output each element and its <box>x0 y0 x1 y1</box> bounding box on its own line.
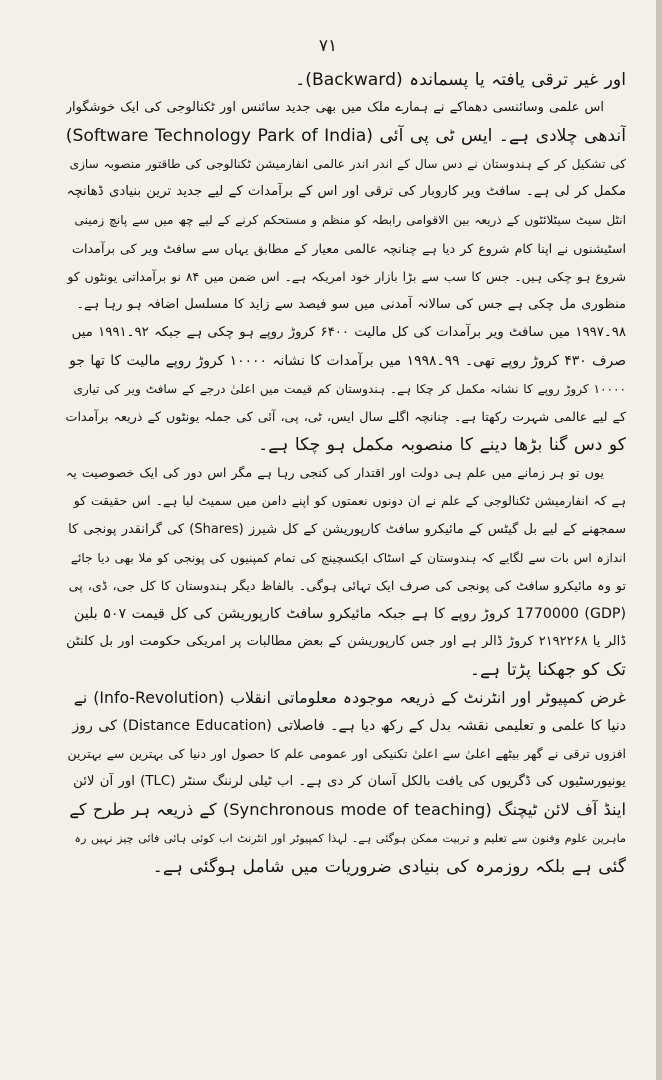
text-line: تو وہ مائیکرو سافٹ کی پونجی کی صرف ایک تہائی ہوگی۔ بالفاظ دیگر ہندوستان کا کل جی، ڈی، پی <box>68 577 626 593</box>
body-text <box>66 66 626 881</box>
text-line: یوں تو ہر زمانے میں علم ہی دولت اور اقتدار کی کنجی رہا ہے مگر اس دور کی ایک خصوصیت یہ <box>66 465 604 481</box>
text-line: منظوری مل چکی ہے جس کی سالانہ آمدنی میں سو فیصد سے زاید کا مسلسل اضافہ ہو رہا ہے۔ <box>76 296 626 312</box>
text-line: افزوں ترقی نے گھر بیٹھے اعلیٰ سے اعلیٰ تکنیکی اور عمومی علم کا حصول اور دنیا کی بہترین سے بہترین <box>67 746 626 762</box>
text-line: آندھی چلادی ہے۔ ایس ٹی پی آئی (Software Technology Park of India) <box>66 126 626 147</box>
text-line: ہے کہ انفارمیشن ٹکنالوجی کے علم نے ان دونوں نعمتوں کو اپنے دامن میں سمیٹ لیا ہے۔ اس حقیقت کو <box>73 493 626 509</box>
text-line: کے لیے عالمی شہرت رکھتا ہے۔ چنانچہ اگلے سال ایس، ٹی، پی، آئی کی جملہ یونٹوں کے ذریعہ برآمدات <box>66 409 626 425</box>
page-number: ۷۱ <box>318 36 338 56</box>
text-line: تک کو جھکنا پڑتا ہے۔ <box>469 659 626 680</box>
text-line: ۱۰۰۰۰ کروڑ روپے کا نشانہ مکمل کر چکا ہے۔ ہندوستان کم قیمت میں اعلیٰ درجے کے سافٹ ویر کی تیاری <box>73 382 626 397</box>
text-line: مکمل کر لی ہے۔ سافٹ ویر کاروبار کی ترقی اور اس کے برآمدات کے لیے جدید ترین بنیادی ڈھانچہ <box>66 184 626 200</box>
text-line: اسٹیشنوں نے اپنا کام شروع کر دیا ہے چنانچہ عالمی معیار کے مطابق یہاں سے سافٹ ویر کی برآمدات <box>72 240 626 256</box>
text-line: ۹۸۔۱۹۹۷ میں سافٹ ویر برآمدات کی کل مالیت ۶۴۰۰ کروڑ روپے ہو چکی ہے جبکہ ۹۲۔۱۹۹۱ میں <box>71 324 626 340</box>
text-line: یونیورسٹیوں کی ڈگریوں کی یافت بالکل آسان کر دی ہے۔ اب ٹیلی لرننگ سنٹر (TLC) اور آن لائن <box>73 774 626 790</box>
text-line: (GDP) 1770000 کروڑ روپے کا ہے جبکہ مائیکرو سافٹ کارپوریشن کی کل قیمت ۵۰۷ بلین <box>74 605 626 622</box>
text-line: ڈالر یا ۲۱۹۲۲۶۸ کروڑ ڈالر ہے اور جس کارپوریشن کے بعض مطالبات پر امریکی حکومت اور بل کلنٹن <box>66 633 626 649</box>
text-line: صرف ۴۳۰ کروڑ روپے تھی۔ ۹۹۔۱۹۹۸ میں برآمدات کا نشانہ ۱۰۰۰۰ کروڑ روپے مالیت کا تھا جو <box>69 352 626 369</box>
text-line: غرض کمپیوٹر اور انٹرنٹ کے ذریعہ موجودہ معلوماتی انقلاب (Info-Revolution) نے <box>73 688 626 708</box>
text-line: دنیا کا علمی و تعلیمی نقشہ بدل کے رکھ دیا ہے۔ فاصلاتی (Distance Education) کی روز <box>72 718 626 735</box>
text-line: کو دس گنا بڑھا دینے کا منصوبہ مکمل ہو چکا ہے۔ <box>258 435 626 456</box>
text-line: اینڈ آف لائن ٹیچنگ (Synchronous mode of teaching) کے ذریعہ ہر طرح کے <box>69 800 626 820</box>
text-line: اور غیر ترقی یافتہ یا پسماندہ (Backward)۔ <box>295 70 626 90</box>
text-line: گئی ہے بلکہ روزمرہ کی بنیادی ضروریات میں شامل ہوگئی ہے۔ <box>152 856 626 877</box>
text-line: اس علمی وسائنسی دھماکے نے ہمارے ملک میں بھی جدید سائنس اور ٹکنالوجی کی ایک خوشگوار <box>66 100 604 116</box>
text-line: سمجھنے کے لیے بل گیٹس کے مائیکرو سافٹ کارپوریشن کے کل شیرز (Shares) کی گرانقدر پونجی کا <box>68 521 626 537</box>
text-line: ماہرین علوم وفنون سے تعلیم و تربیت ممکن ہوگئی ہے۔ لہذا کمپیوٹر اور انٹرنٹ اب کوئی ہائی فائی چیز نہیں رہ <box>74 831 626 845</box>
text-line: انٹل سیٹ سیٹلائٹوں کے ذریعہ بین الاقوامی رابطہ کو منظم و مستحکم کرنے کے لیے چھ میں سے پانچ زمینی <box>74 213 626 228</box>
text-line: شروع ہو چکی ہیں۔ جس کا سب سے بڑا بازار خود امریکہ ہے۔ اس ضمن میں ۸۴ نو برآمداتی یونٹوں کو <box>67 268 626 284</box>
text-line: اندازہ اس بات سے لگایے کہ ہندوستان کے اسٹاک ایکسچینج کی تمام کمپنیوں کی پونجی کو ملا بھی دیا جائے <box>70 550 626 565</box>
text-line: کی تشکیل کر کے ہندوستان نے دس سال کے اندر اندر عالمی انفارمیشن ٹکنالوجی کی طاقتور منصوبہ سازی <box>69 157 626 172</box>
